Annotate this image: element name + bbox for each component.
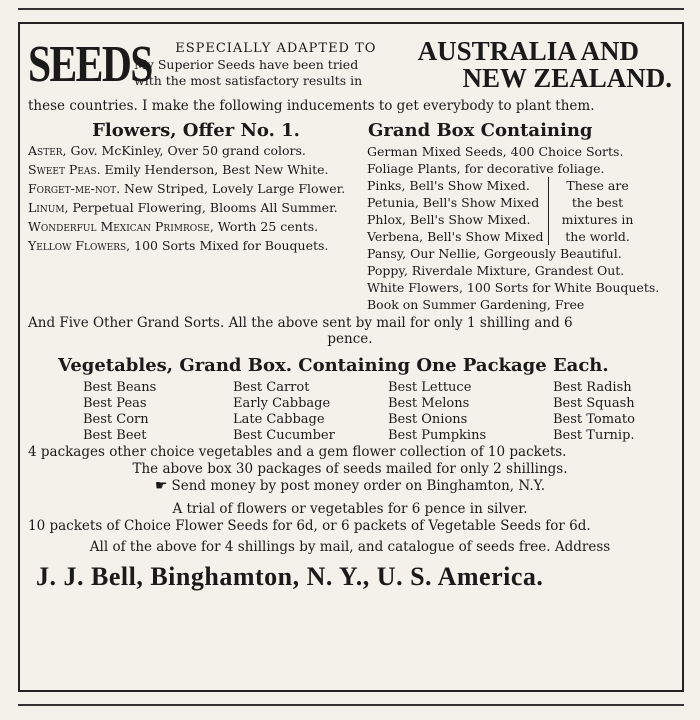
- pointing-hand-icon: ☛: [154, 478, 168, 494]
- box-item: Pinks, Bell's Show Mixed.: [367, 178, 530, 193]
- boxed-mixtures: [367, 177, 672, 245]
- vegetable-item: Best Beans: [83, 380, 157, 395]
- flowers-offer-heading: Flowers, Offer No. 1.: [92, 120, 300, 141]
- box-item: Phlox, Bell's Show Mixed.: [367, 212, 531, 227]
- vegetable-item: Late Cabbage: [233, 412, 325, 427]
- box-item: Poppy, Riverdale Mixture, Grandest Out.: [367, 263, 625, 278]
- tagline-line-1: My Superior Seeds have been tried: [134, 57, 359, 72]
- box-item: White Flowers, 100 Sorts for White Bouquets.: [367, 280, 660, 295]
- offer-line-2: pence.: [327, 331, 373, 347]
- grand-box-heading: Grand Box Containing: [368, 120, 593, 141]
- offer-line-1: And Five Other Grand Sorts. All the above sent by mail for only 1 shilling and 6: [28, 315, 573, 331]
- flower-item: Aster, Gov. McKinley, Over 50 grand colors.: [28, 143, 306, 158]
- vegetable-item: Best Corn: [83, 412, 149, 427]
- best-mixtures-note: These are the best mixtures in the world.: [561, 178, 634, 244]
- box-item: Petunia, Bell's Show Mixed: [367, 195, 540, 210]
- tagline: [134, 41, 418, 89]
- adapted-line: ESPECIALLY ADAPTED TO: [175, 41, 377, 56]
- destination: [418, 38, 672, 92]
- box-item: German Mixed Seeds, 400 Choice Sorts.: [367, 144, 624, 159]
- top-rule: [18, 8, 684, 10]
- vegetable-item: Best Tomato: [553, 412, 635, 427]
- flower-item: Wonderful Mexican Primrose, Worth 25 cents.: [28, 219, 319, 234]
- vegetable-item: Best Turnip.: [553, 428, 635, 443]
- vegetable-item: Best Lettuce: [388, 380, 472, 395]
- flower-columns: [28, 143, 672, 313]
- vegetable-item: Best Cucumber: [233, 428, 335, 443]
- boxed-list: [367, 177, 549, 245]
- vegetable-extra: 4 packages other choice vegetables and a gem flower collection of 10 packets.: [28, 444, 567, 460]
- all-above-offer: All of the above for 4 shillings by mail, and catalogue of seeds free. Address: [89, 539, 611, 555]
- box-item: Foliage Plants, for decorative foliage.: [367, 161, 605, 176]
- vegetable-item: Best Carrot: [233, 380, 310, 395]
- flower-item: Linum, Perpetual Flowering, Blooms All Summer.: [28, 200, 338, 215]
- money-order-text: Send money by post money order on Binghamton, N.Y.: [171, 478, 546, 494]
- ad-header: [28, 34, 672, 96]
- vegetable-item: Best Melons: [388, 396, 470, 411]
- advertiser-signature: J. J. Bell, Binghamton, N. Y., U. S. America.: [36, 562, 544, 591]
- flower-item: Forget-me-not. New Striped, Lovely Large Flower.: [28, 181, 346, 196]
- intro-text: these countries. I make the following inducements to get everybody to plant them.: [28, 98, 595, 114]
- vegetable-item: Best Radish: [553, 380, 632, 395]
- box-item: Pansy, Our Nellie, Gorgeously Beautiful.: [367, 246, 622, 261]
- flower-item: Sweet Peas. Emily Henderson, Best New White.: [28, 162, 329, 177]
- flower-offer-text: [28, 315, 672, 347]
- seeds-headline: SEEDS: [28, 36, 152, 93]
- vegetable-item: Best Beet: [83, 428, 147, 443]
- destination-line-1: AUSTRALIA AND: [417, 36, 639, 66]
- vegetables-heading: Vegetables, Grand Box. Containing One Package Each.: [58, 355, 609, 376]
- tagline-line-2: with the most satisfactory results in: [134, 73, 363, 88]
- box-item: Verbena, Bell's Show Mixed: [367, 229, 544, 244]
- vegetable-item: Best Peas: [83, 396, 147, 411]
- destination-line-2: NEW ZEALAND.: [462, 63, 672, 93]
- flower-headings: [28, 120, 672, 141]
- bottom-rule: [18, 704, 684, 706]
- vegetable-item: Early Cabbage: [233, 396, 331, 411]
- flower-item: Yellow Flowers, 100 Sorts Mixed for Bouquets.: [28, 238, 329, 253]
- flower-list-right: [359, 143, 672, 313]
- money-order-line: [28, 478, 672, 495]
- vegetable-grid: [83, 380, 672, 444]
- vegetable-price: The above box 30 packages of seeds mailed for only 2 shillings.: [132, 461, 568, 477]
- trial-offer: A trial of flowers or vegetables for 6 pence in silver.: [172, 501, 528, 517]
- box-item: Book on Summer Gardening, Free: [367, 297, 585, 312]
- vegetable-item: Best Pumpkins: [388, 428, 487, 443]
- flower-list-left: [28, 143, 359, 313]
- seed-advertisement: [18, 22, 684, 692]
- vegetable-item: Best Squash: [553, 396, 635, 411]
- packets-offer: 10 packets of Choice Flower Seeds for 6d, or 6 packets of Vegetable Seeds for 6d.: [28, 518, 591, 534]
- vegetable-item: Best Onions: [388, 412, 468, 427]
